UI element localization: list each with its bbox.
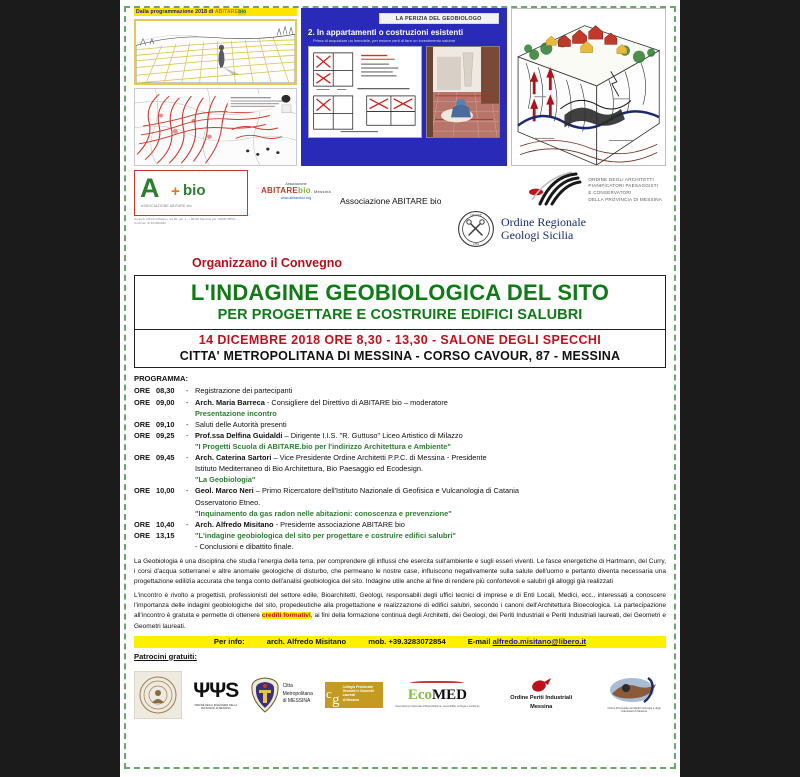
- associazione-abitare-bio-label: Associazione ABITARE bio: [340, 196, 442, 206]
- entry-speaker: Arch. Maria Barreca: [195, 397, 265, 407]
- caption-lead: Dalla programmazione 2018 di: [136, 9, 215, 15]
- caption-org: ABITARE: [214, 9, 239, 15]
- entry-time: 08,30: [156, 386, 175, 396]
- abitare-word: ABITARE: [260, 186, 299, 195]
- abio-logo-block: [134, 170, 254, 226]
- sponsor-ordine-medici: [602, 676, 666, 714]
- abitare-line1: Associazione: [285, 182, 307, 186]
- hero-column-left: [134, 8, 297, 166]
- sponsor-logo-row: [134, 664, 666, 726]
- entry-time: 13,15: [156, 530, 175, 540]
- entry-text: [195, 485, 666, 496]
- geometri-line3: di Messina: [342, 697, 359, 702]
- periti-line2: Messina: [530, 704, 553, 711]
- entry-role: – Vice Presidente Ordine Architetti P.P.C. di Messina - Presidente: [271, 453, 487, 463]
- abio-letter-a: A: [140, 173, 160, 203]
- oa-line2: PIANIFICATORI PAESAGGISTI: [588, 183, 659, 189]
- citta-line1: Citta: [282, 683, 293, 690]
- curry-lines-map-image: [134, 88, 297, 166]
- paragraph2-part1: L'incontro è rivolto a progettisti, professionisti del settore edile, Bioarchitetti, Geologi, responsabili degli uffici tecnici di imprese e di Enti Locali, Medici, ecc., interessati a conoscere l'importanza delle indagini geobiologiche del sito, propedeutiche alla progettazione e realizzazione di edifici salubri, secondo i canoni dell'Architettura Bioecologica. La partecipazione all'incontro è gratuita e permette di ottenere: [134, 592, 666, 620]
- periti-mark-icon: [530, 677, 552, 693]
- programme-row: [134, 452, 666, 463]
- svg-text:1883: 1883: [473, 242, 480, 246]
- entry-role: - Consigliere del Direttivo di ABITARE bio – moderatore: [264, 397, 448, 407]
- entry-speaker: Arch. Alfredo Misitano: [195, 519, 274, 529]
- entry-text: Registrazione dei partecipanti: [195, 386, 293, 396]
- slide-subtitle: Prima di acquistare un immobile, per essere certi di fare un investimento salubre: [313, 38, 456, 43]
- mobile-label: mob.: [368, 637, 387, 647]
- entry-role: - Presidente associazione ABITARE bio: [273, 519, 405, 529]
- entry-time: 10,40: [156, 519, 175, 529]
- programme-row: [134, 419, 666, 430]
- contact-name: arch. Alfredo Misitano: [266, 637, 347, 647]
- periti-line1: Ordine Periti Industriali: [510, 694, 573, 701]
- sponsor-collegio-geometri: [325, 682, 383, 708]
- ore-label: ORE: [134, 530, 151, 540]
- ordine-geologi-logo: [457, 210, 586, 248]
- contact-mobile: [368, 637, 446, 646]
- mobile-number: +39.3283072854: [388, 637, 446, 647]
- entry-talk: "Inquinamento da gas radon nelle abitazioni: conoscenza e prevenzione": [195, 508, 452, 518]
- sponsor-periti-industriali: [492, 677, 590, 713]
- entry-time: 09,00: [156, 397, 175, 407]
- event-date-line: 14 DICEMBRE 2018 ORE 8,30 - 13,30 - SALONE DEGLI SPECCHI: [198, 333, 602, 348]
- svg-text:g: g: [331, 691, 340, 708]
- entry-text: [195, 397, 666, 408]
- entry-text: [195, 519, 666, 530]
- entry-text: [195, 452, 666, 463]
- header-image-strip: [134, 8, 666, 166]
- programme-closing: - Conclusioni e dibattito finale.: [195, 542, 294, 552]
- email-label: E-mail: [467, 637, 491, 647]
- geometri-line1: Collegio Provinciale: [342, 684, 374, 689]
- entry-speaker: Arch. Caterina Sartori: [195, 453, 272, 463]
- programme-section: [134, 373, 666, 552]
- entry-continuation: Istituto Mediterraneo di Bio Architettura, Bio Paesaggio ed Ecodesign.: [195, 464, 424, 474]
- entry-dash: -: [186, 453, 189, 463]
- medici-logo-icon: [608, 676, 660, 706]
- yys-caption: ORDINE DEGLI INGEGNERI DELLA PROVINCIA DI MESSINA: [194, 703, 238, 711]
- ecomed-roof-icon: [410, 681, 464, 686]
- ecomed-caption: Associazione Nazionale di Bioarchitettura, sostenibilità, ecologia e Ambiente: [395, 704, 480, 708]
- oa-line1: ORDINE DEGLI ARCHITETTI: [588, 176, 654, 182]
- programming-caption: [134, 8, 297, 16]
- ore-label: ORE: [134, 397, 151, 407]
- entry-dash: -: [186, 419, 189, 429]
- abio-footer-text: via arch. Alfredo Misitano, via 50, pal. 4 — 98100 Messina (tel. 3283072854) — Cod.Fisc. 97104820836: [134, 217, 240, 225]
- entry-talk: Presentazione incontro: [195, 408, 277, 418]
- ore-label: ORE: [134, 430, 151, 440]
- patrocini-label: Patrocini gratuiti:: [134, 651, 197, 661]
- abitare-line2: [256, 186, 336, 195]
- programme-row: [134, 519, 666, 530]
- contact-bar: [134, 636, 666, 648]
- ore-label: ORE: [134, 386, 151, 396]
- description-paragraph-2: [134, 591, 666, 631]
- main-title-box: [134, 275, 666, 330]
- contact-info-label: Per info:: [213, 637, 245, 647]
- event-subtitle: PER PROGETTARE E COSTRUIRE EDIFICI SALUBRI: [217, 307, 583, 324]
- ecomed-wordmark: [395, 687, 479, 704]
- abio-plus-sign: +: [171, 183, 180, 200]
- abitare-bio-wordmark: [256, 182, 336, 200]
- organizzano-il-convegno: Organizzano il Convegno: [192, 256, 343, 270]
- programme-row: [134, 485, 666, 496]
- entry-role: – Primo Ricercatore dell'Istituto Nazionale di Geofisica e Vulcanologia di Catania: [253, 486, 520, 496]
- og-line1: Ordine Regionale: [501, 214, 586, 229]
- interior-photo: [426, 46, 500, 138]
- svg-text:c: c: [325, 685, 332, 701]
- sponsor-seal: [134, 671, 182, 719]
- event-venue-line: CITTA' METROPOLITANA DI MESSINA - CORSO CAVOUR, 87 - MESSINA: [179, 349, 621, 364]
- geometri-logo-icon: [325, 682, 383, 708]
- organizer-logos: [134, 170, 666, 254]
- hero-column-right: [511, 8, 666, 166]
- entry-talk: "La Geobiologia": [195, 475, 256, 485]
- entry-continuation: Osservatorio Etneo.: [195, 497, 261, 507]
- citta-line2: Metropolitana: [282, 690, 313, 697]
- entry-dash: -: [186, 519, 189, 529]
- ore-label: ORE: [134, 519, 151, 529]
- entry-time: 09,25: [156, 430, 175, 440]
- programme-heading: PROGRAMMA:: [134, 374, 188, 384]
- geological-cross-section-image: [511, 8, 666, 166]
- entry-text: [195, 430, 666, 441]
- entry-time: 10,00: [156, 486, 175, 496]
- geologi-seal-icon: [457, 210, 495, 248]
- architetti-mark-icon: [526, 170, 584, 210]
- entry-dash: -: [186, 386, 189, 396]
- date-venue-box: [134, 330, 666, 368]
- abio-logo: [134, 170, 248, 216]
- entry-dash: -: [186, 430, 189, 440]
- entry-talk: "I Progetti Scuola di ABITARE.bio per l'indirizzo Architettura e Ambiente": [195, 442, 451, 452]
- programme-row: [134, 385, 666, 396]
- paragraph2-part2: , ai fini della formazione continua degli Architetti, dei Geologi, dei Periti Industriali e Periti Industriali laureati, dei Geometri e Geometri laureati.: [134, 612, 666, 630]
- slide-title: 2. In appartamenti o costruzioni esistenti: [308, 28, 464, 37]
- ecomed-med: MED: [432, 686, 467, 703]
- entry-talk: "L'indagine geobiologica del sito per progettare e costruire edifici salubri": [195, 530, 456, 540]
- contact-email: [468, 637, 586, 646]
- ecomed-eco: Eco: [407, 686, 432, 703]
- hero-column-middle: [301, 8, 507, 166]
- programme-row: [134, 430, 666, 441]
- citta-crest-icon: [250, 676, 280, 714]
- caption-bio: bio: [238, 9, 247, 15]
- email-link[interactable]: alfredo.misitano@libero.it: [492, 637, 587, 647]
- entry-time: 09,45: [156, 453, 175, 463]
- sponsor-citta-metropolitana: [250, 676, 313, 714]
- svg-text:ORDINE: ORDINE: [470, 213, 482, 217]
- ore-label: ORE: [134, 486, 151, 496]
- sponsor-ingegneri: [194, 679, 238, 711]
- geobiologist-survey-slide: [301, 8, 507, 166]
- poster-page: [120, 0, 680, 777]
- slide-eyebrow: LA PERIZIA DEL GEOBIOLOGO: [379, 13, 499, 24]
- entry-text: Saluti delle Autorità presenti: [195, 419, 287, 429]
- event-title: L'INDAGINE GEOBIOLOGICA DEL SITO: [190, 280, 610, 305]
- abitare-city: - Messina: [310, 189, 331, 194]
- abio-bio-text: bio: [183, 182, 206, 199]
- ore-label: ORE: [134, 419, 151, 429]
- ore-label: ORE: [134, 453, 151, 463]
- citta-line3: di MESSINA: [282, 698, 311, 705]
- floorplan-card: [308, 46, 422, 138]
- entry-speaker: Geol. Marco Neri: [195, 486, 254, 496]
- ordine-architetti-text: [588, 177, 662, 204]
- entry-speaker: Prof.ssa Delfina Guidaldi: [195, 430, 283, 440]
- oa-line3: E CONSERVATORI: [588, 190, 632, 195]
- ordine-architetti-logo: [526, 170, 662, 210]
- description-paragraph-1: La Geobiologia è una disciplina che studia l'energia della terra, per comprendere gli influssi che esercita sull'ambiente e sugli esseri viventi. Le fasce energetiche di Hartmann, del Curry, i corsi d'acqua sotterranei e altre anomalie geologiche di disturbo, che permeano le nostre case, influiscono negativamente sulla salute dell'uomo e pertanto diventa necessaria una progettazione edilizia accurata che tenga conto dell'analisi geobiologica del sito. Indagine utile anche al fine di rendere più confortevoli e salubri gli alloggi già realizzati: [134, 558, 666, 586]
- abio-underline-text: ASSOCIAZIONE ABITARE bio: [141, 204, 192, 208]
- hartmann-grid-image: [134, 19, 297, 85]
- abitare-bio-word: bio: [298, 186, 311, 195]
- abitare-website: www.abitarebio.org: [280, 196, 312, 200]
- yys-glyph: ΨΨS: [193, 678, 239, 702]
- programme-row: [134, 530, 666, 541]
- programme-row: [134, 397, 666, 408]
- sponsor-ecomed: [394, 681, 480, 709]
- medici-caption: Ordine Provinciale dei Medici Chirurghi e degli Odontoiatri di Messina: [607, 706, 661, 714]
- entry-role: – Dirigente I.I.S. "R. Guttuso" Liceo Artistico di Milazzo: [282, 430, 463, 440]
- geometri-text: [343, 685, 383, 702]
- entry-dash: -: [186, 486, 189, 496]
- entry-time: 09,10: [156, 419, 175, 429]
- geometri-line2: Geometri e Geometri Laureati: [342, 688, 375, 698]
- citta-text: [283, 683, 313, 706]
- oa-line4: DELLA PROVINCIA DI MESSINA: [588, 196, 662, 202]
- ordine-geologi-text: [501, 216, 586, 243]
- og-line2: Geologi Sicilia: [501, 228, 574, 242]
- seal-logo-icon: [134, 671, 182, 719]
- entry-dash: -: [186, 397, 189, 407]
- crediti-formativi-highlight: crediti formativi: [261, 612, 311, 620]
